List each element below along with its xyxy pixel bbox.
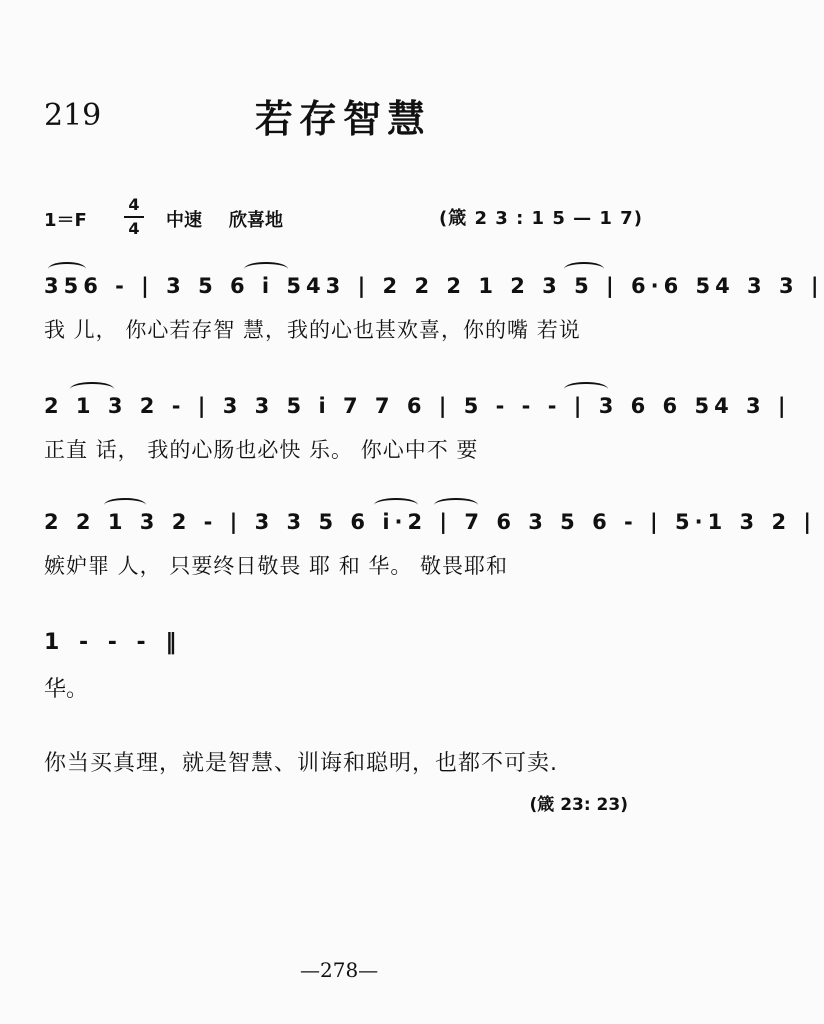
lyrics-line: 正直 话， 我的心肠也必快 乐。 你心中不 要 [44, 438, 479, 462]
lyrics-line: 我 儿， 你心若存智 慧，我的心也甚欢喜，你的嘴 若说 [44, 318, 581, 342]
time-signature-bottom: 4 [128, 219, 140, 238]
scripture-reference: (箴 2 3 : 1 5 — 1 7) [439, 208, 643, 229]
time-signature-top: 4 [128, 195, 140, 214]
expression-marking: 欣喜地 [229, 210, 283, 231]
notation-line: 2 1 3 2 - | 3 3 5 i 7 7 6 | 5 - - - | 3 6 6 54 3 | [44, 394, 791, 418]
notation-line: 2 2 1 3 2 - | 3 3 5 6 i·2 | 7 6 3 5 6 - | 5·1 3 2 | [44, 510, 817, 534]
notation-line: 356 - | 3 5 6 i 543 | 2 2 2 1 2 3 5 | 6·6 54 3 3 | [44, 274, 824, 298]
verse-reference: (箴 23: 23) [529, 795, 628, 815]
score-header [44, 195, 644, 244]
time-signature [124, 196, 144, 238]
final-notation: 1 - - - ‖ [44, 630, 183, 655]
music-system-2 [44, 382, 791, 472]
tempo-marking: 中速 [166, 210, 202, 231]
music-system-3 [44, 498, 817, 588]
scripture-verse: 你当买真理，就是智慧、训诲和聪明，也都不可卖. [44, 751, 558, 776]
hymn-title: 若存智慧 [255, 96, 432, 141]
final-lyric: 华。 [44, 677, 89, 702]
music-system-1 [44, 262, 824, 352]
time-signature-bar [124, 216, 144, 218]
lyrics-line: 嫉妒罪 人， 只要终日敬畏 耶 和 华。 敬畏耶和 [44, 554, 509, 578]
hymn-number: 219 [44, 98, 102, 133]
page-number: —278— [300, 958, 379, 982]
key-signature: 1＝F [44, 210, 87, 231]
